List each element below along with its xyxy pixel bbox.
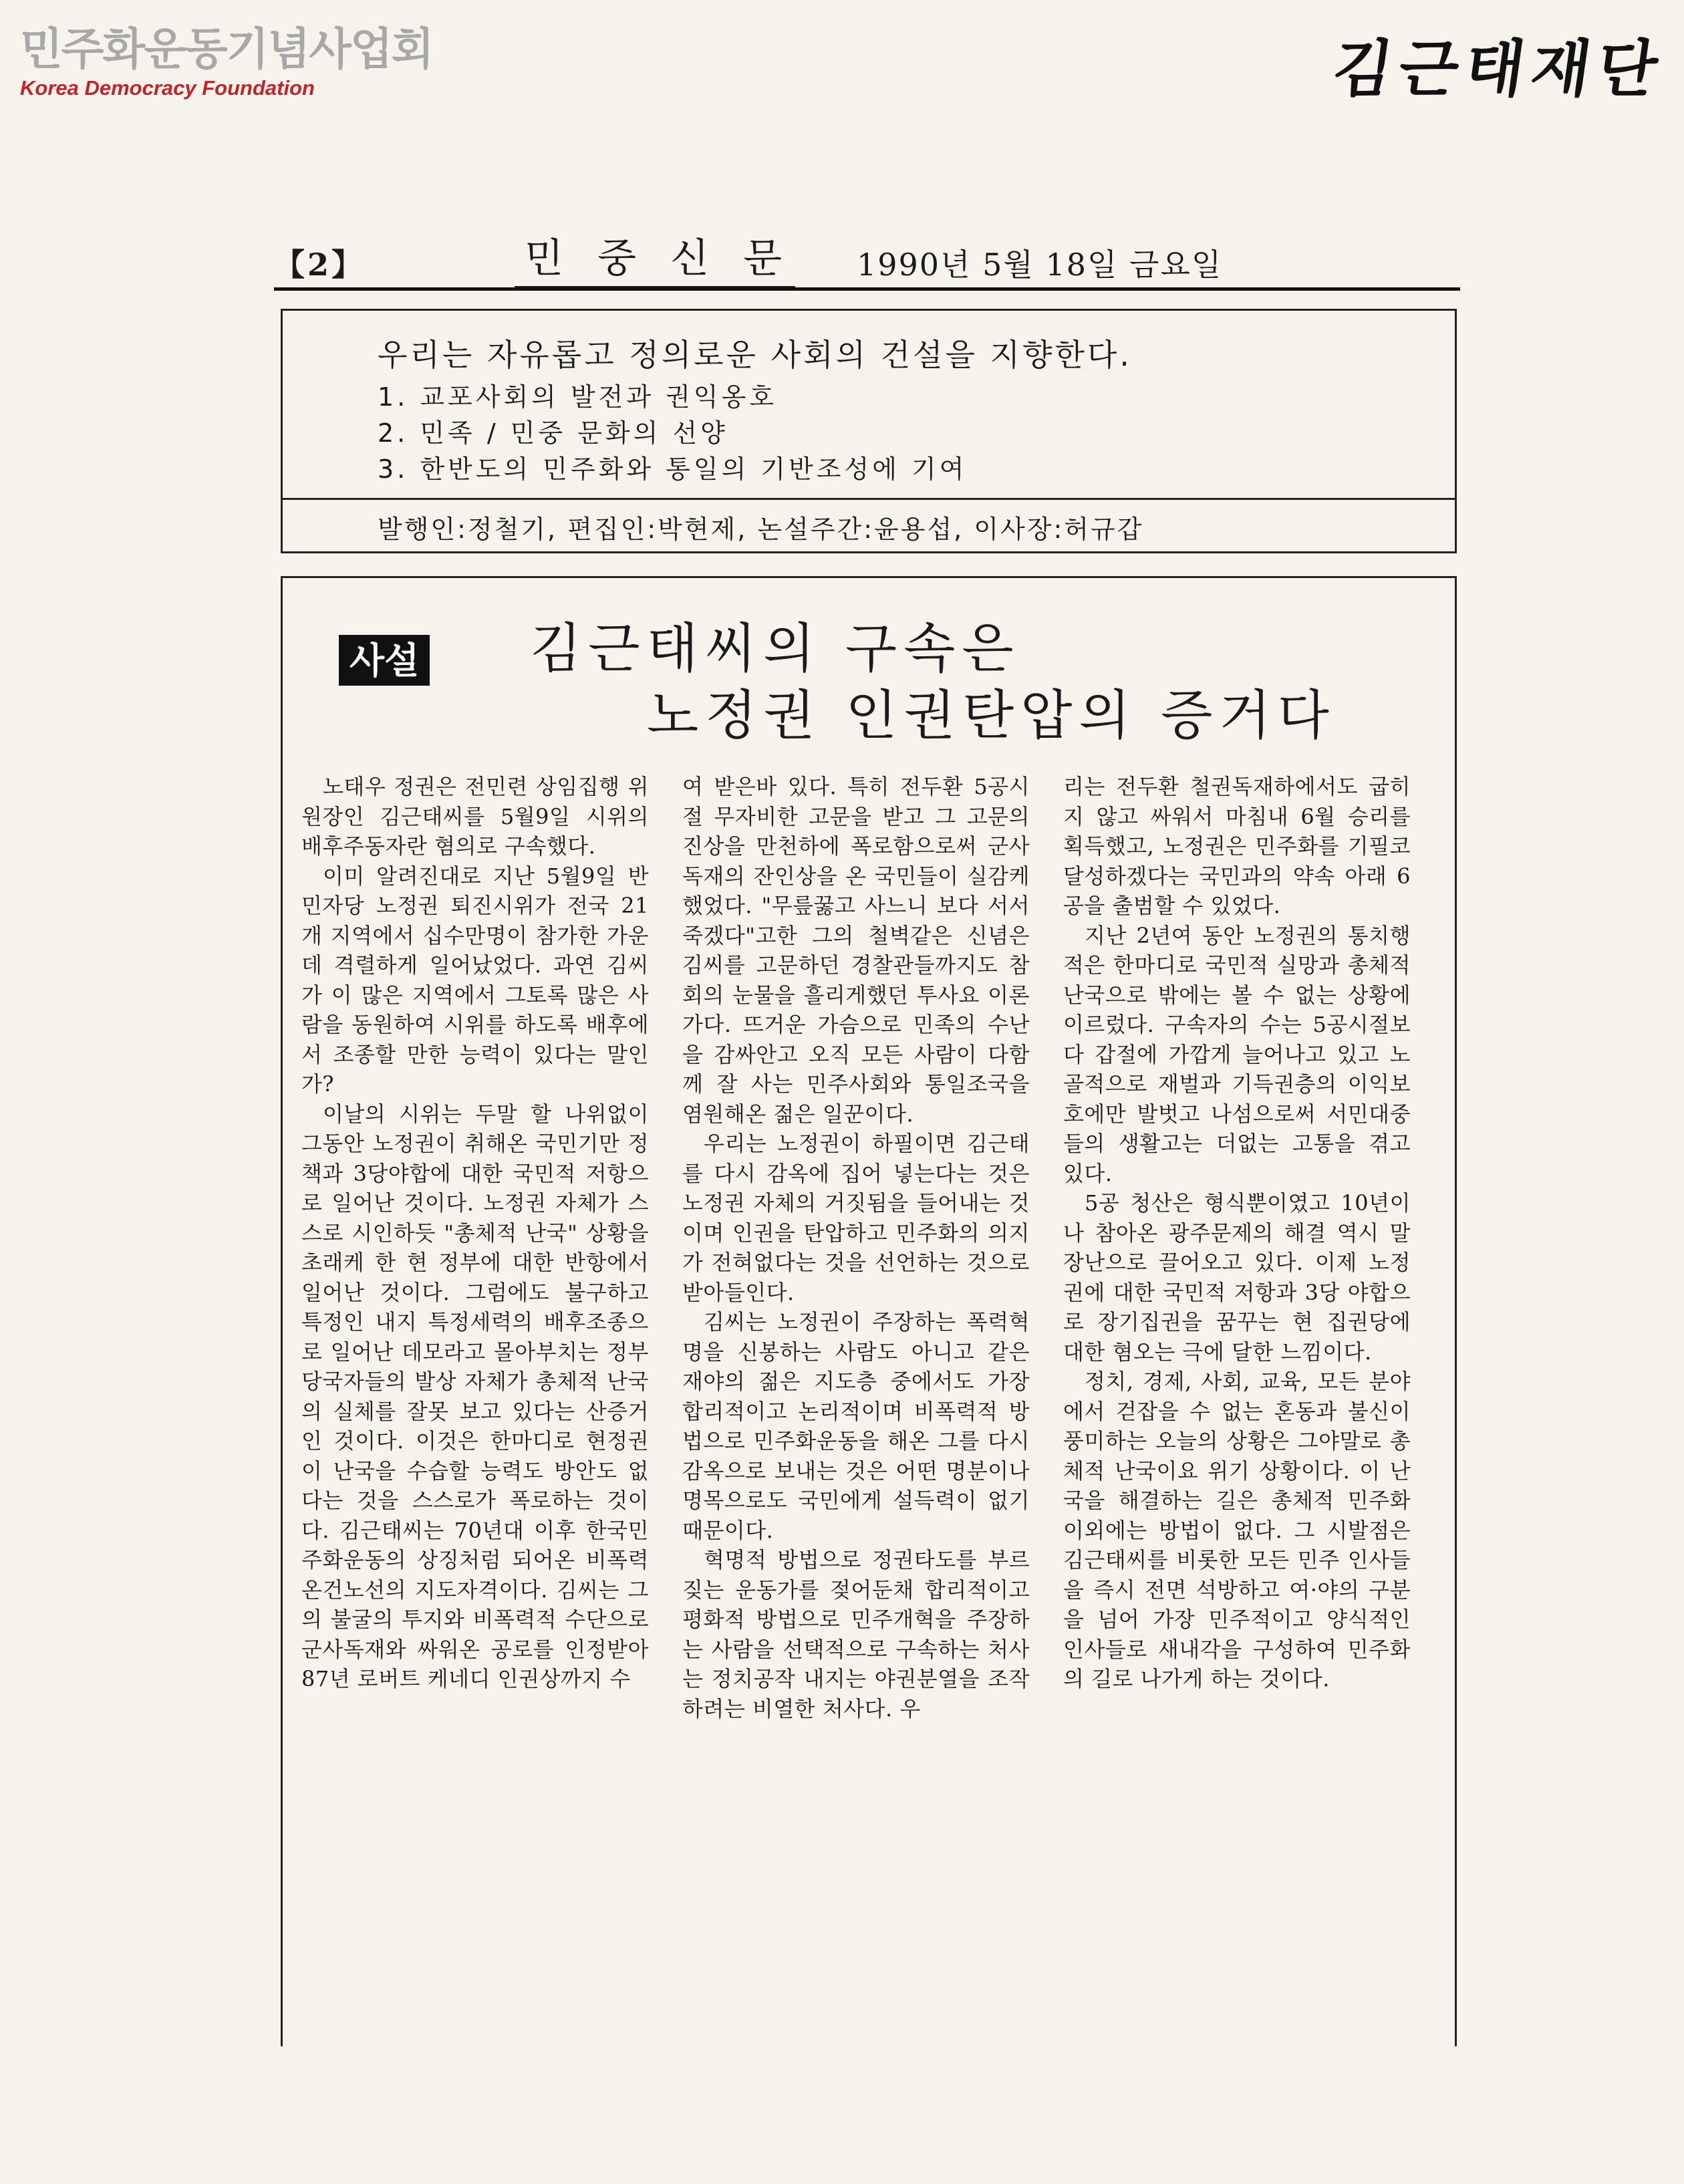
article-column-3 <box>1063 772 1411 1694</box>
article-column-2 <box>682 772 1030 1724</box>
page-number: 【2】 <box>274 247 366 283</box>
newspaper-masthead: 민 중 신 문 <box>525 235 793 282</box>
article-paragraph: 이미 알려진대로 지난 5월9일 반민자당 노정권 퇴진시위가 전국 21개 지역에서 십수만명이 참가한 가운데 격렬하게 일어났었다. 과연 김씨가 이 많은 지역에서 그토록 많은 사람을 동원하여 시위를 하도록 배후에서 조종할 만한 능력이 있다는 말인가? <box>301 863 649 1097</box>
motto-divider <box>283 498 1455 500</box>
article-paragraph: 여 받은바 있다. 특히 전두환 5공시절 무자비한 고문을 받고 그 고문의 진상을 만천하에 폭로함으로써 군사독재의 잔인상을 온 국민들이 실감케했었다. "무릎꿇고 사느니 보다 서서 죽겠다"고한 그의 철벽같은 신념은 김씨를 고문하던 경찰관들까지도 참회의 눈물을 흘리게했던 투사요 이론가다. 뜨거운 가슴으로 민족의 수난을 감싸안고 오직 모든 사람이 다함께 잘 사는 민주사회와 통일조국을 염원해온 젊은 일꾼이다. <box>682 774 1030 1127</box>
article-column-1 <box>301 772 649 1694</box>
article-paragraph: 혁명적 방법으로 정권타도를 부르짖는 운동가를 젖어둔채 합리적이고 평화적 방법으로 민주개혁을 주장하는 사람을 선택적으로 구속하는 처사는 정치공작 내지는 야권분열을 조작하려는 비열한 처사다. 우 <box>682 1547 1030 1722</box>
editorial-title-line2: 노정권 인권탄압의 증거다 <box>647 684 1336 746</box>
article-paragraph: 리는 전두환 철권독재하에서도 굽히지 않고 싸워서 마침내 6월 승리를 획득했고, 노정권은 민주화를 기필코 달성하겠다는 국민과의 약속 아래 6공을 출범할 수 있었다. <box>1063 774 1411 918</box>
motto-box <box>281 309 1457 553</box>
motto-item: 1. 교포사회의 발전과 권익옹호 <box>378 382 777 412</box>
editorial-label: 사설 <box>339 635 430 686</box>
foundation-signature-logo: 김근태재단 <box>1328 33 1669 105</box>
article-paragraph: 이날의 시위는 두말 할 나위없이 그동안 노정권이 취해온 국민기만 정책과 3당야합에 대한 국민적 저항으로 일어난 것이다. 노정권 자체가 스스로 시인하듯 "총체적 난국" 상황을 초래케 한 현 정부에 대한 반항에서 일어난 것이다. 그럼에도 불구하고 특정인 내지 특정세력의 배후조종으로 일어난 데모라고 몰아부치는 정부 당국자들의 발상 자체가 총체적 난국의 실체를 잘못 보고 있다는 산증거인 것이다. 이것은 한마디로 현정권이 난국을 수습할 능력도 방안도 없다는 것을 스스로가 폭로하는 것이다. 김근태씨는 70년대 이후 한국민주화운동의 상징처럼 되어온 비폭력 온건노선의 지도자격이다. 김씨는 그의 불굴의 투지와 비폭력적 수단으로 군사독재와 싸워온 공로를 인정받아 87년 로버트 케네디 인권상까지 수 <box>301 1101 649 1691</box>
kdf-watermark-english: Korea Democracy Foundation <box>20 76 315 100</box>
article-paragraph: 정치, 경제, 사회, 교육, 모든 분야에서 걷잡을 수 없는 혼동과 불신이 풍미하는 오늘의 상황은 그야말로 총체적 난국이요 위기 상황이다. 이 난국을 해결하는 길은 총체적 민주화 이외에는 방법이 없다. 그 시발점은 김근태씨를 비롯한 모든 민주 인사들을 즉시 전면 석방하고 여·야의 구분을 넘어 가장 민주적이고 양식적인 인사들로 새내각을 구성하여 민주화의 길로 나가게 하는 것이다. <box>1063 1369 1411 1691</box>
staff-credits: 발행인:정철기, 편집인:박현제, 논설주간:윤용섭, 이사장:허규갑 <box>378 515 1144 544</box>
editorial-article <box>281 576 1457 2046</box>
motto-item: 3. 한반도의 민주화와 통일의 기반조성에 기여 <box>378 454 968 484</box>
article-paragraph: 김씨는 노정권이 주장하는 폭력혁명을 신봉하는 사람도 아니고 같은 재야의 젊은 지도층 중에서도 가장 합리적이고 논리적이며 비폭력적 방법으로 민주화운동을 해온 그를 다시 감옥으로 보내는 것은 어떤 명분이나 명목으로도 국민에게 설득력이 없기 때문이다. <box>682 1309 1030 1543</box>
editorial-title-line1: 김근태씨의 구속은 <box>530 618 1020 680</box>
newspaper-header <box>274 235 1463 289</box>
kdf-watermark <box>20 23 433 100</box>
article-paragraph: 우리는 노정권이 하필이면 김근태를 다시 감옥에 집어 넣는다는 것은 노정권 자체의 거짓됨을 들어내는 것이며 인권을 탄압하고 민주화의 의지가 전혀없다는 것을 선언하는 것으로 받아들인다. <box>682 1131 1030 1305</box>
motto-item: 2. 민족 / 민중 문화의 선양 <box>378 418 728 448</box>
article-paragraph: 5공 청산은 형식뿐이였고 10년이나 참아온 광주문제의 해결 역시 말장난으로 끌어오고 있다. 이제 노정권에 대한 국민적 저항과 3당 야합으로 장기집권을 꿈꾸는 현 집권당에 대한 혐오는 극에 달한 느낌이다. <box>1063 1190 1411 1365</box>
publication-date: 1990년 5월 18일 금요일 <box>857 247 1223 283</box>
header-rule <box>274 287 1460 291</box>
motto-main: 우리는 자유롭고 정의로운 사회의 건설을 지향한다. <box>378 337 1132 373</box>
article-paragraph: 지난 2년여 동안 노정권의 통치행적은 한마디로 국민적 실망과 총체적 난국으로 밖에는 볼 수 없는 상황에 이르렀다. 구속자의 수는 5공시절보다 갑절에 가깝게 늘어나고 있고 노골적으로 재벌과 기득권층의 이익보호에만 발벗고 나섬으로써 서민대중들의 생활고는 더없는 고통을 겪고 있다. <box>1063 922 1411 1186</box>
kdf-watermark-korean: 민주화운동기념사업회 <box>20 23 433 75</box>
article-paragraph: 노태우 정권은 전민련 상임집행 위원장인 김근태씨를 5월9일 시위의 배후주동자란 혐의로 구속했다. <box>301 774 649 859</box>
